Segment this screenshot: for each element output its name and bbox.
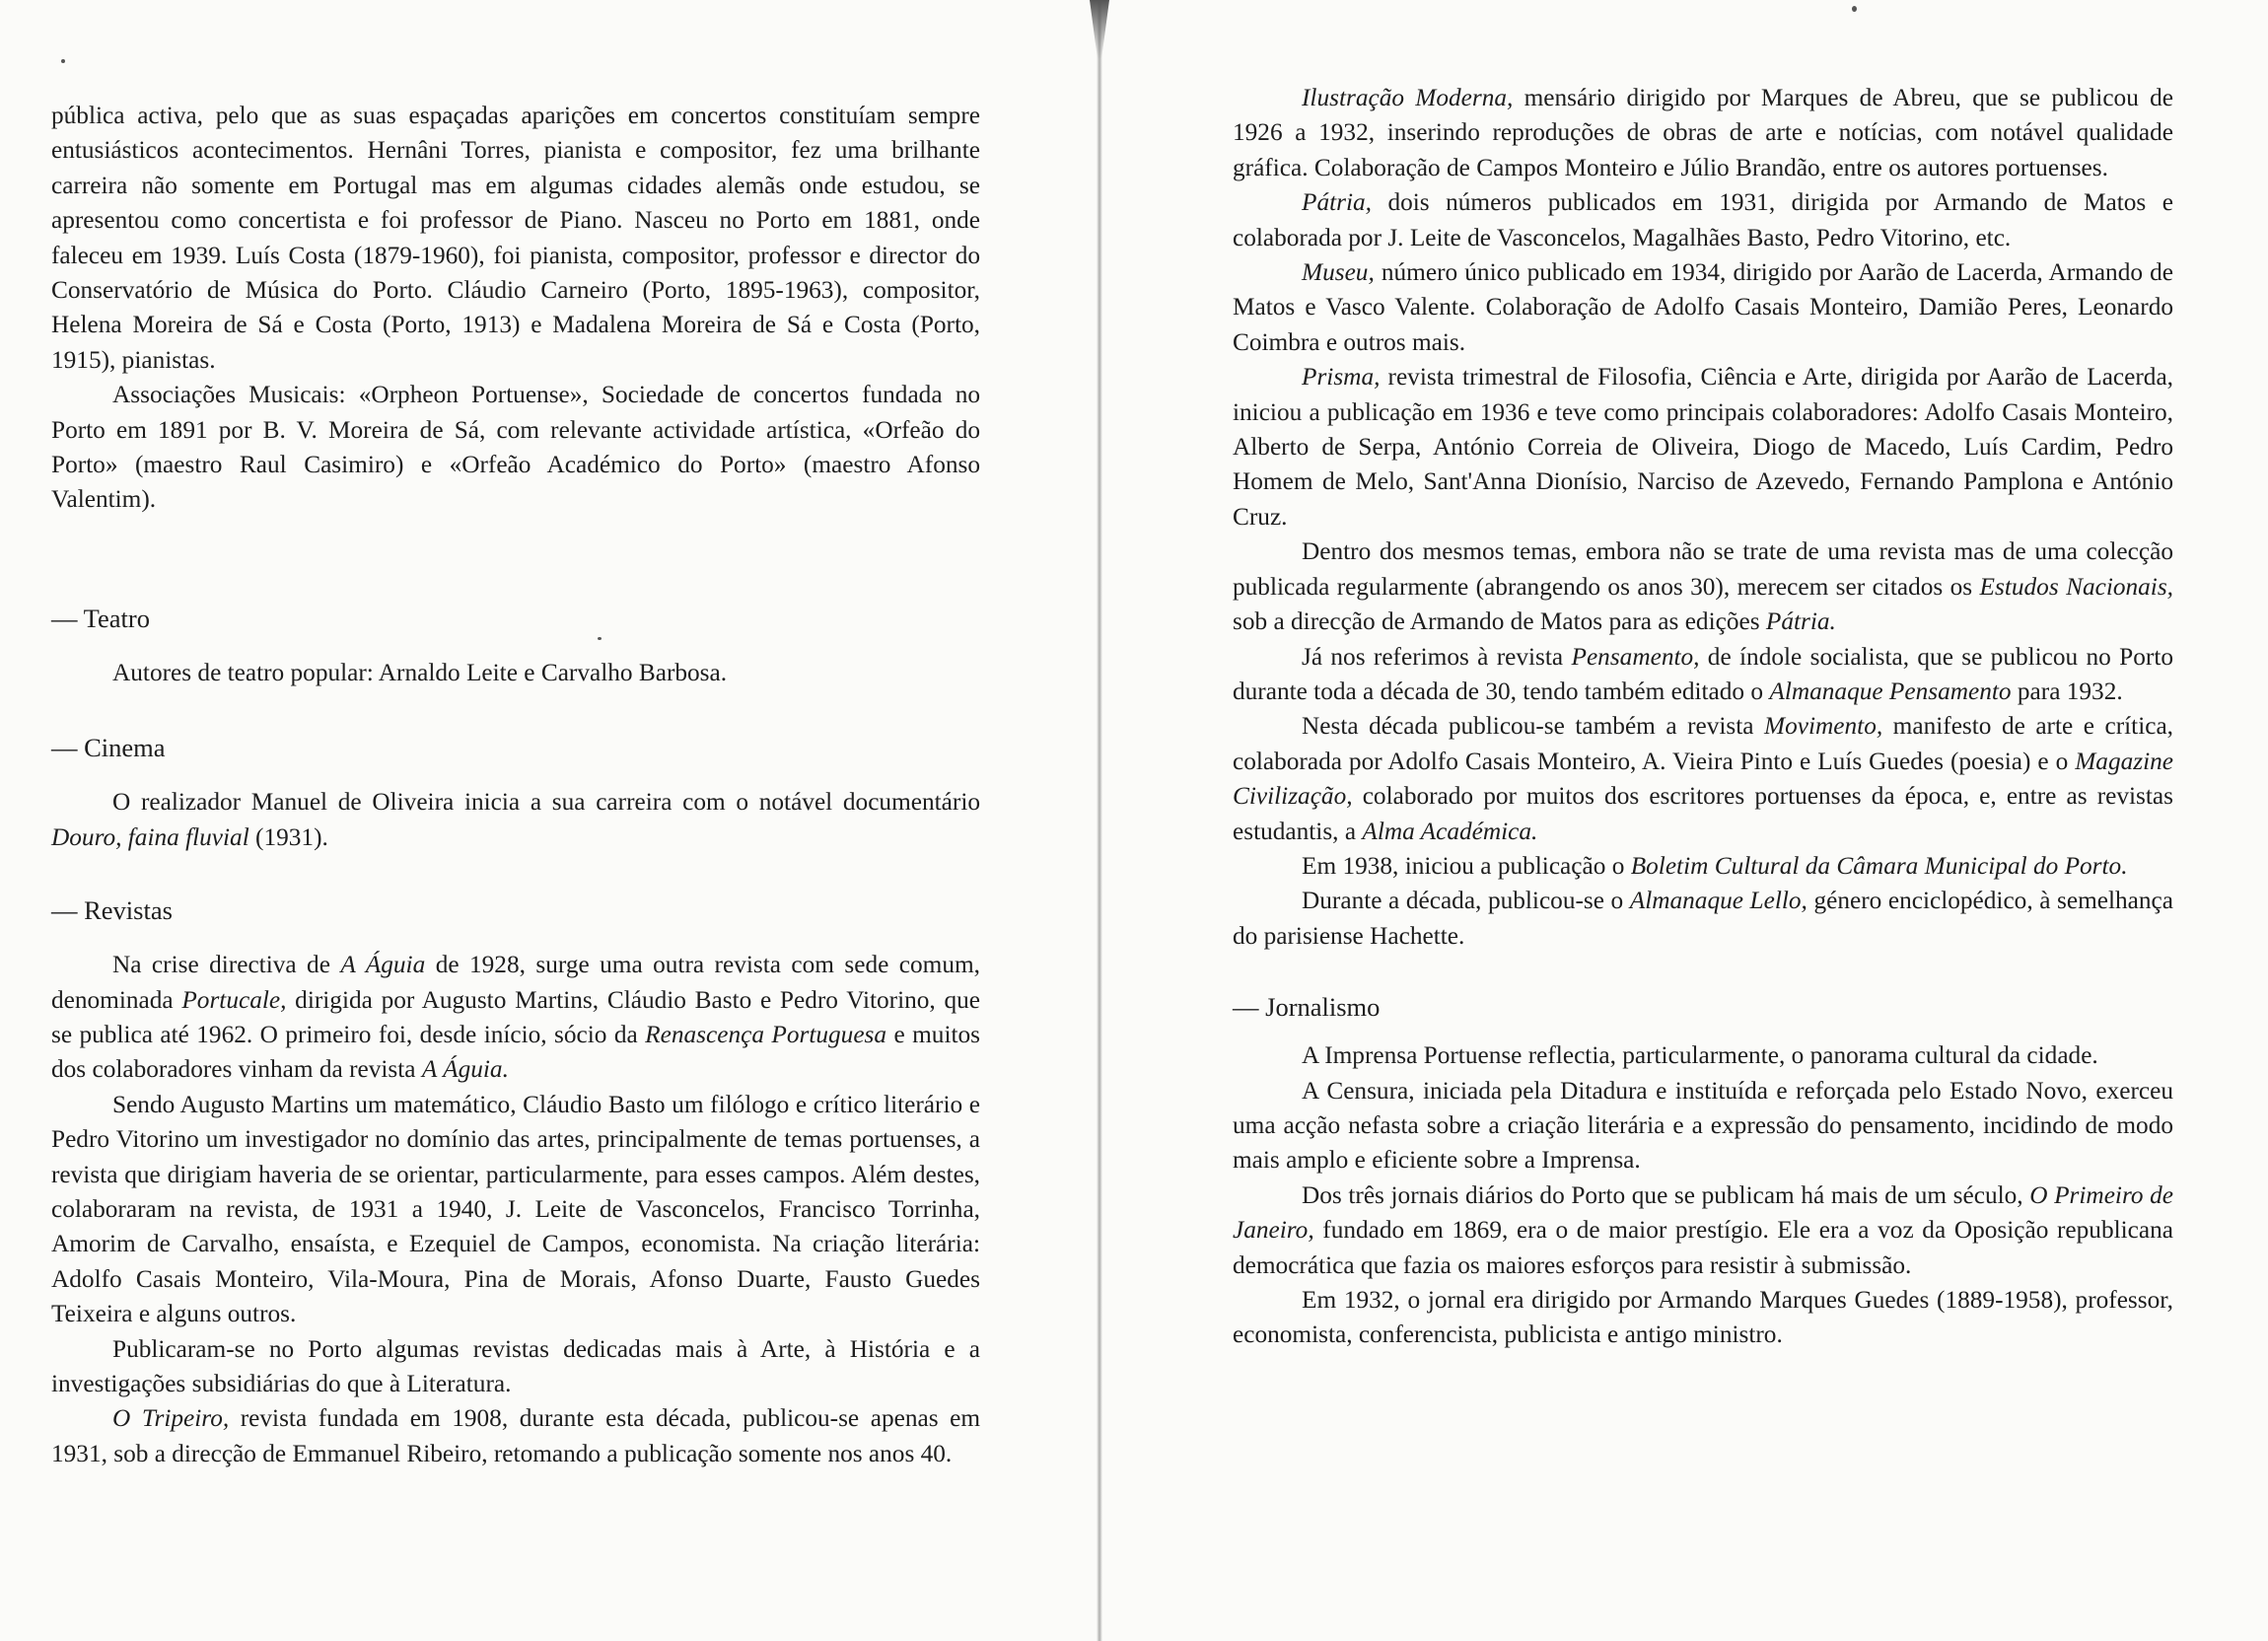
film-title: Douro, faina fluvial	[51, 822, 249, 851]
paragraph: Pátria, dois números publicados em 1931, dirigida por Armando de Matos e colaborada por J. Leite de Vasconcelos, Magalhães Basto, Pedro Vitorino, etc.	[1233, 188, 2173, 251]
paragraph: Ilustração Moderna, mensário dirigido por Marques de Abreu, que se publicou de 1926 a 1932, inserindo reproduções de obras de arte e notícias, com notável qualidade gráfica. Colaboração de Campos Monteiro e Júlio Brandão, entre os autores portuenses.	[1233, 84, 2173, 181]
paragraph: O Tripeiro, revista fundada em 1908, durante esta década, publicou-se apenas em 1931, sob a direcção de Emmanuel Ribeiro, retomando a publicação somente nos anos 40.	[51, 1404, 981, 1467]
paper-speck	[61, 59, 65, 63]
paragraph: Durante a década, publicou-se o Almanaque Lello, género enciclopédico, à semelhança do parisiense Hachette.	[1233, 887, 2173, 950]
paragraph: Dentro dos mesmos temas, embora não se trate de uma revista mas de uma colecção publicada regularmente (abrangendo os anos 30), merecem ser citados os Estudos Nacionais, sob a direcção de Armando de Matos para as edições Pátria.	[1233, 537, 2173, 636]
paragraph: Prisma, revista trimestral de Filosofia, Ciência e Arte, dirigida por Aarão de Lacerda, iniciou a publicação em 1936 e teve como principais colaboradores: Adolfo Casais Monteiro, Alberto de Serpa, António Correia de Oliveira, Diogo de Macedo, Luís Cardim, Pedro Homem de Melo, Sant'Anna Dionísio, Narciso de Azevedo, Fernando Pamplona e António Cruz.	[1233, 363, 2173, 531]
right-page	[1233, 81, 2173, 1353]
section-heading-jornalismo: — Jornalismo	[1233, 992, 1381, 1023]
paragraph: Museu, número único publicado em 1934, dirigido por Aarão de Lacerda, Armando de Matos e Vasco Valente. Colaboração de Adolfo Casais Monteiro, Damião Peres, Leonardo Coimbra e outros mais.	[1233, 258, 2173, 356]
paragraph: A Imprensa Portuense reflectia, particularmente, o panorama cultural da cidade.	[1302, 1041, 2098, 1070]
paragraph: Já nos referimos à revista Pensamento, de índole socialista, que se publicou no Porto durante toda a década de 30, tendo também editado o Almanaque Pensamento para 1932.	[1233, 642, 2173, 705]
paragraph: O realizador Manuel de Oliveira inicia a sua carreira com o notável documentário Douro, faina fluvial (1931).	[51, 788, 980, 851]
paper-speck	[1852, 6, 1857, 12]
paragraph: Na crise directiva de A Águia de 1928, surge uma outra revista com sede comum, denominada Portucale, dirigida por Augusto Martins, Cláudio Basto e Pedro Vitorino, que se publica até 1962. O primeiro foi, desde início, sócio da Renascença Portuguesa e muitos dos colaboradores vinham da revista A Águia.	[51, 951, 980, 1084]
paragraph: Publicaram-se no Porto algumas revistas dedicadas mais à Arte, à História e a investigações subsidiárias do que à Literatura.	[51, 1334, 980, 1397]
book-gutter	[1097, 0, 1102, 1641]
section-heading-revistas: — Revistas	[51, 895, 173, 926]
paragraph: Sendo Augusto Martins um matemático, Cláudio Basto um filólogo e crítico literário e Pedro Vitorino um investigador no domínio das artes, principalmente de temas portuenses, a revista que dirigiam haveria de se orientar, particularmente, para esses campos. Além destes, colaboraram na revista, de 1931 a 1940, J. Leite de Vasconcelos, Francisco Torrinha, Amorim de Carvalho, ensaísta, e Ezequiel de Campos, economista. Na criação literária: Adolfo Casais Monteiro, Vila-Moura, Pina de Morais, Afonso Duarte, Fausto Guedes Teixeira e alguns outros.	[51, 1090, 980, 1328]
left-page	[51, 99, 980, 1471]
section-heading-cinema: — Cinema	[51, 733, 166, 763]
paragraph: Dos três jornais diários do Porto que se publicam há mais de um século, O Primeiro de Janeiro, fundado em 1869, era o de maior prestígio. Ele era a voz da Oposição republicana democrática que fazia os maiores esforços para resistir à submissão.	[1233, 1180, 2173, 1279]
paragraph: A Censura, iniciada pela Ditadura e instituída e reforçada pelo Estado Novo, exerceu uma acção nefasta sobre a criação literária e a expressão do pensamento, incidindo de modo mais amplo e eficiente sobre a Imprensa.	[1233, 1076, 2173, 1175]
paragraph: pública activa, pelo que as suas espaçadas aparições em concertos constituíam sempre entusiásticos acontecimentos. Hernâni Torres, pianista e compositor, fez uma brilhante carreira não somente em Portugal mas em algumas cidades alemãs onde estudou, se apresentou como concertista e foi professor de Piano. Nasceu no Porto em 1881, onde faleceu em 1939. Luís Costa (1879-1960), foi pianista, compositor, professor e director do Conservatório de Música do Porto. Cláudio Carneiro (Porto, 1895-1963), compositor, Helena Moreira de Sá e Costa (Porto, 1913) e Madalena Moreira de Sá e Costa (Porto, 1915), pianistas.	[51, 102, 980, 374]
paragraph: Em 1938, iniciou a publicação o Boletim Cultural da Câmara Municipal do Porto.	[1302, 851, 2128, 880]
paragraph: Nesta década publicou-se também a revista Movimento, manifesto de arte e crítica, colaborada por Adolfo Casais Monteiro, A. Vieira Pinto e Luís Guedes (poesia) e o Magazine Civilização, colaborado por muitos dos escritores portuenses da época, e, entre as revistas estudantis, a Alma Académica.	[1233, 712, 2174, 845]
binding-shadow	[1090, 0, 1109, 59]
section-heading-teatro: — Teatro	[51, 603, 150, 633]
paragraph: Autores de teatro popular: Arnaldo Leite e Carvalho Barbosa.	[112, 658, 728, 686]
paragraph: Em 1932, o jornal era dirigido por Armando Marques Guedes (1889-1958), professor, economista, conferencista, publicista e antigo ministro.	[1233, 1286, 2173, 1349]
paragraph: Associações Musicais: «Orpheon Portuense», Sociedade de concertos fundada no Porto em 1891 por B. V. Moreira de Sá, com relevante actividade artística, «Orfeão do Porto» (maestro Raul Casimiro) e «Orfeão Académico do Porto» (maestro Afonso Valentim).	[51, 381, 980, 514]
